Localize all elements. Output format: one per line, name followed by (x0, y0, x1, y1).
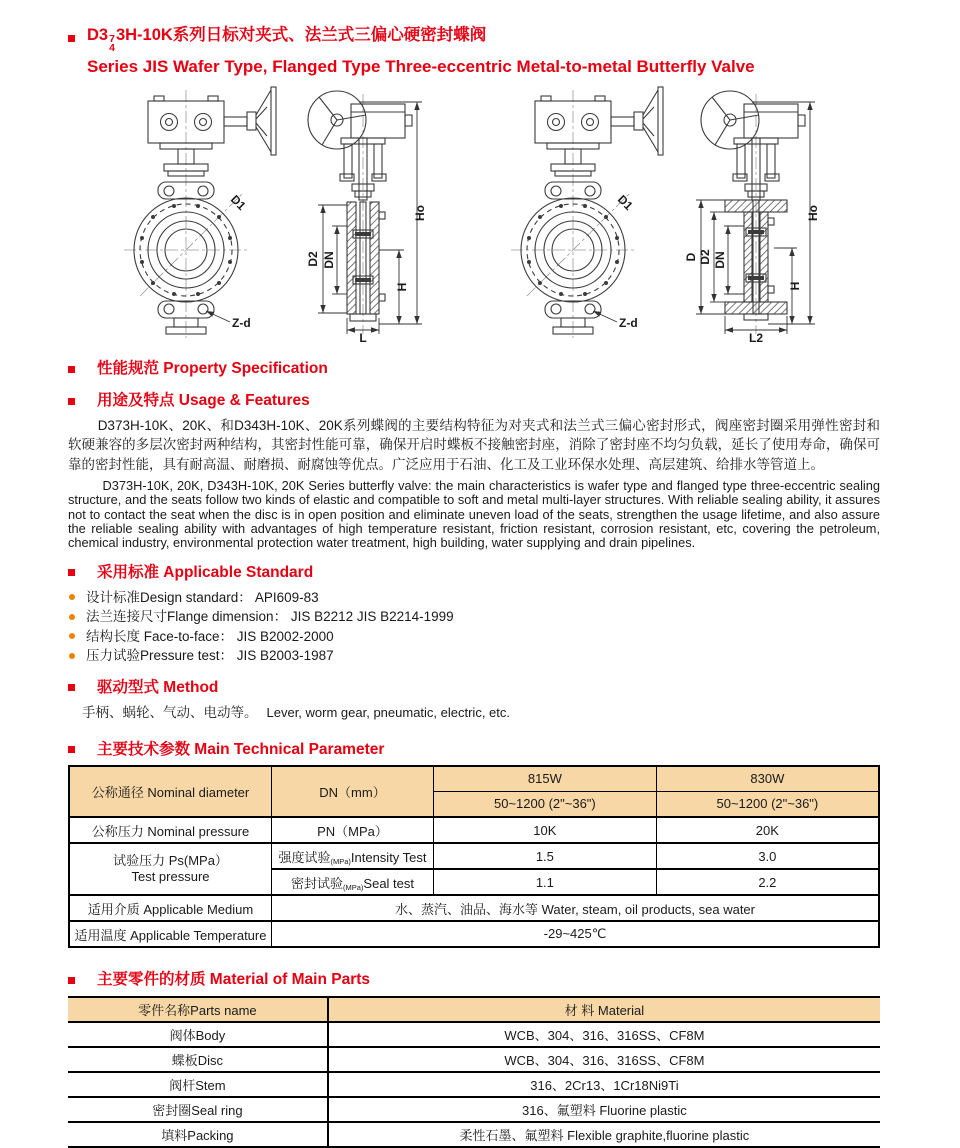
drawing-side-view-wafer (306, 91, 427, 342)
cell-intensity-815: 1.5 (434, 843, 657, 869)
cell-pn-830: 20K (656, 817, 879, 843)
page-title-text (87, 24, 486, 53)
cell-model-830w: 830W (656, 766, 879, 792)
cell-temp-label: 适用温度 Applicable Temperature (69, 921, 272, 947)
red-square-bullet (68, 398, 75, 405)
list-item-text: 设计标准Design standard： API609-83 (86, 589, 319, 605)
intensity-unit: (MPa) (330, 856, 351, 866)
table-row (68, 1072, 880, 1097)
orange-dot-bullet (69, 653, 75, 659)
intensity-en: Intensity Test (350, 849, 427, 865)
section-heading-material (68, 970, 880, 990)
red-square-bullet (68, 35, 75, 42)
dim-label-h: H (395, 282, 409, 292)
dim-label-d2: D2 (698, 249, 712, 265)
cell-part: 阀体Body (68, 1022, 328, 1047)
fraction-top: 7 (109, 33, 115, 45)
dim-label-dn: DN (322, 251, 336, 269)
dim-label-ho: Ho (806, 205, 820, 221)
cell-part: 阀杆Stem (68, 1072, 328, 1097)
orange-dot-bullet (69, 633, 75, 639)
orange-dot-bullet (69, 614, 75, 620)
title-suffix: 3H-10K系列日标对夹式、法兰式三偏心硬密封蝶阀 (115, 26, 487, 44)
red-square-bullet (68, 977, 75, 984)
cell-nominal-diameter-label: 公称通径 Nominal diameter (69, 766, 272, 818)
list-item-text: 法兰连接尺寸Flange dimension： JIS B2212 JIS B2214-1999 (86, 609, 454, 625)
title-fraction (109, 35, 115, 53)
dim-label-h: H (788, 281, 802, 291)
cell-range-830w: 50~1200 (2"~36") (656, 791, 879, 817)
heading-text: 驱动型式 Method (97, 678, 219, 696)
cell-pn-label: 公称压力 Nominal pressure (69, 817, 272, 843)
drawing-front-view-wafer (124, 87, 276, 338)
cell-intensity-label (272, 843, 434, 869)
fraction-bottom: 4 (109, 42, 115, 54)
usage-paragraph-en: D373H-10K, 20K, D343H-10K, 20K Series butterfly valve: the main characteristics is wafer type and flanged type three-eccentric sealing structure, and the seats follow two kinds of elastic and compatible to soft and metal multi-layer structures. With reliable sealing ability, it assures not to contact the seat when the disc is in open position and eliminate uneven load of the seats, strengthen the usage lifetime, and also assure the reliable sealing ability with advantages of high temperature resistant, friction resistant, corrosion resistant, etc, covering the petroleum, chemical industry, environmental protection water treatment, high building, water supplying and drain pipelines. (68, 477, 880, 551)
dim-label-d: D (684, 252, 698, 262)
red-square-bullet (68, 569, 75, 576)
title-prefix: D3 (87, 26, 109, 44)
cell-part: 蝶板Disc (68, 1047, 328, 1072)
technical-drawings: Z-d D2 DN Ho H L D D2 DN Ho H L2 (68, 84, 880, 342)
cell-medium-label: 适用介质 Applicable Medium (69, 895, 272, 921)
material-table (68, 996, 880, 1148)
dim-label-ho: Ho (413, 205, 427, 221)
cell-test-pressure-label (69, 843, 272, 895)
intensity-cn: 强度试验 (278, 849, 331, 865)
cell-material: WCB、304、316、316SS、CF8M (328, 1022, 880, 1047)
cell-pn-815: 10K (434, 817, 657, 843)
cell-parts-name-header: 零件名称Parts name (68, 997, 328, 1022)
seal-cn: 密封试验 (290, 875, 343, 891)
red-square-bullet (68, 684, 75, 691)
heading-text: 主要零件的材质 Material of Main Parts (97, 971, 371, 989)
cell-seal-label (272, 869, 434, 895)
cell-model-815w: 815W (434, 766, 657, 792)
section-heading-method (68, 678, 880, 698)
method-line (82, 703, 880, 722)
test-pressure-cn: 试验压力 Ps(MPa） (113, 853, 228, 869)
dim-label-d2: D2 (306, 251, 320, 267)
cell-material: WCB、304、316、316SS、CF8M (328, 1047, 880, 1072)
technical-drawings-block (68, 84, 880, 347)
seal-unit: (MPa) (343, 882, 364, 892)
cell-dn-label: DN（mm） (272, 766, 434, 818)
table-row (68, 1047, 880, 1072)
page-subtitle: Series JIS Wafer Type, Flanged Type Three-eccentric Metal-to-metal Butterfly Valve (87, 57, 755, 76)
dim-label-l2: L2 (748, 331, 764, 342)
list-item (68, 607, 880, 627)
seal-en: Seal test (363, 875, 415, 891)
table-row (68, 1097, 880, 1122)
red-square-bullet (68, 366, 75, 373)
orange-dot-bullet (69, 594, 75, 600)
cell-pn-sub: PN（MPa） (272, 817, 434, 843)
method-text-en: Lever, worm gear, pneumatic, electric, etc. (266, 704, 510, 720)
section-heading-usage (68, 391, 880, 411)
cell-intensity-830: 3.0 (656, 843, 879, 869)
heading-text: 主要技术参数 Main Technical Parameter (97, 740, 385, 758)
dim-label-dn: DN (713, 251, 727, 269)
table-row (68, 1122, 880, 1147)
cell-part: 密封圈Seal ring (68, 1097, 328, 1122)
list-item (68, 646, 880, 666)
drawing-side-view-flanged (684, 91, 820, 342)
cell-material: 316、2Cr13、1Cr18Ni9Ti (328, 1072, 880, 1097)
cell-material-header: 材 料 Material (328, 997, 880, 1022)
cell-material: 柔性石墨、氟塑料 Flexible graphite,fluorine plastic (328, 1122, 880, 1147)
heading-text: 采用标准 Applicable Standard (97, 563, 314, 581)
cell-medium-value: 水、蒸汽、油品、海水等 Water, steam, oil products, sea water (272, 895, 880, 921)
cell-part: 填料Packing (68, 1122, 328, 1147)
list-item (68, 588, 880, 608)
heading-text: 用途及特点 Usage & Features (97, 392, 310, 409)
section-heading-standard (68, 563, 880, 583)
dim-label-l: L (359, 331, 367, 342)
cell-seal-830: 2.2 (656, 869, 879, 895)
list-item (68, 627, 880, 647)
standard-list (68, 588, 880, 666)
tech-parameter-table (68, 765, 880, 949)
cell-seal-815: 1.1 (434, 869, 657, 895)
section-heading-tech (68, 740, 880, 760)
red-square-bullet (68, 746, 75, 753)
usage-paragraph-cn: D373H-10K、20K、和D343H-10K、20K系列蝶阀的主要结构特征为对夹式和法兰式三偏心密封形式，阀座密封圈采用弹性密封和软硬兼容的多层次密封两种结构，其密封性能可靠，确保开启时蝶板不接触密封座，消除了密封座不均匀负载，延长了使用寿命，确保可靠的密封性能，具有耐高温、耐磨损、耐腐蚀等优点。广泛应用于石油、化工及工业环保水处理、高层建筑、给排水等管道上。 (68, 418, 880, 472)
drawing-front-view-flanged (511, 87, 663, 338)
section-heading-property (68, 359, 880, 379)
cell-temp-value: -29~425℃ (272, 921, 880, 947)
cell-range-815w: 50~1200 (2"~36") (434, 791, 657, 817)
list-item-text: 结构长度 Face-to-face： JIS B2002-2000 (86, 628, 334, 644)
heading-text: 性能规范 Property Specification (97, 360, 328, 377)
table-row (68, 1022, 880, 1047)
method-text-cn: 手柄、蜗轮、气动、电动等。 (82, 704, 258, 720)
cell-material: 316、氟塑料 Fluorine plastic (328, 1097, 880, 1122)
test-pressure-en: Test pressure (131, 869, 210, 885)
list-item-text: 压力试验Pressure test： JIS B2003-1987 (86, 648, 334, 664)
page-title (68, 24, 880, 53)
